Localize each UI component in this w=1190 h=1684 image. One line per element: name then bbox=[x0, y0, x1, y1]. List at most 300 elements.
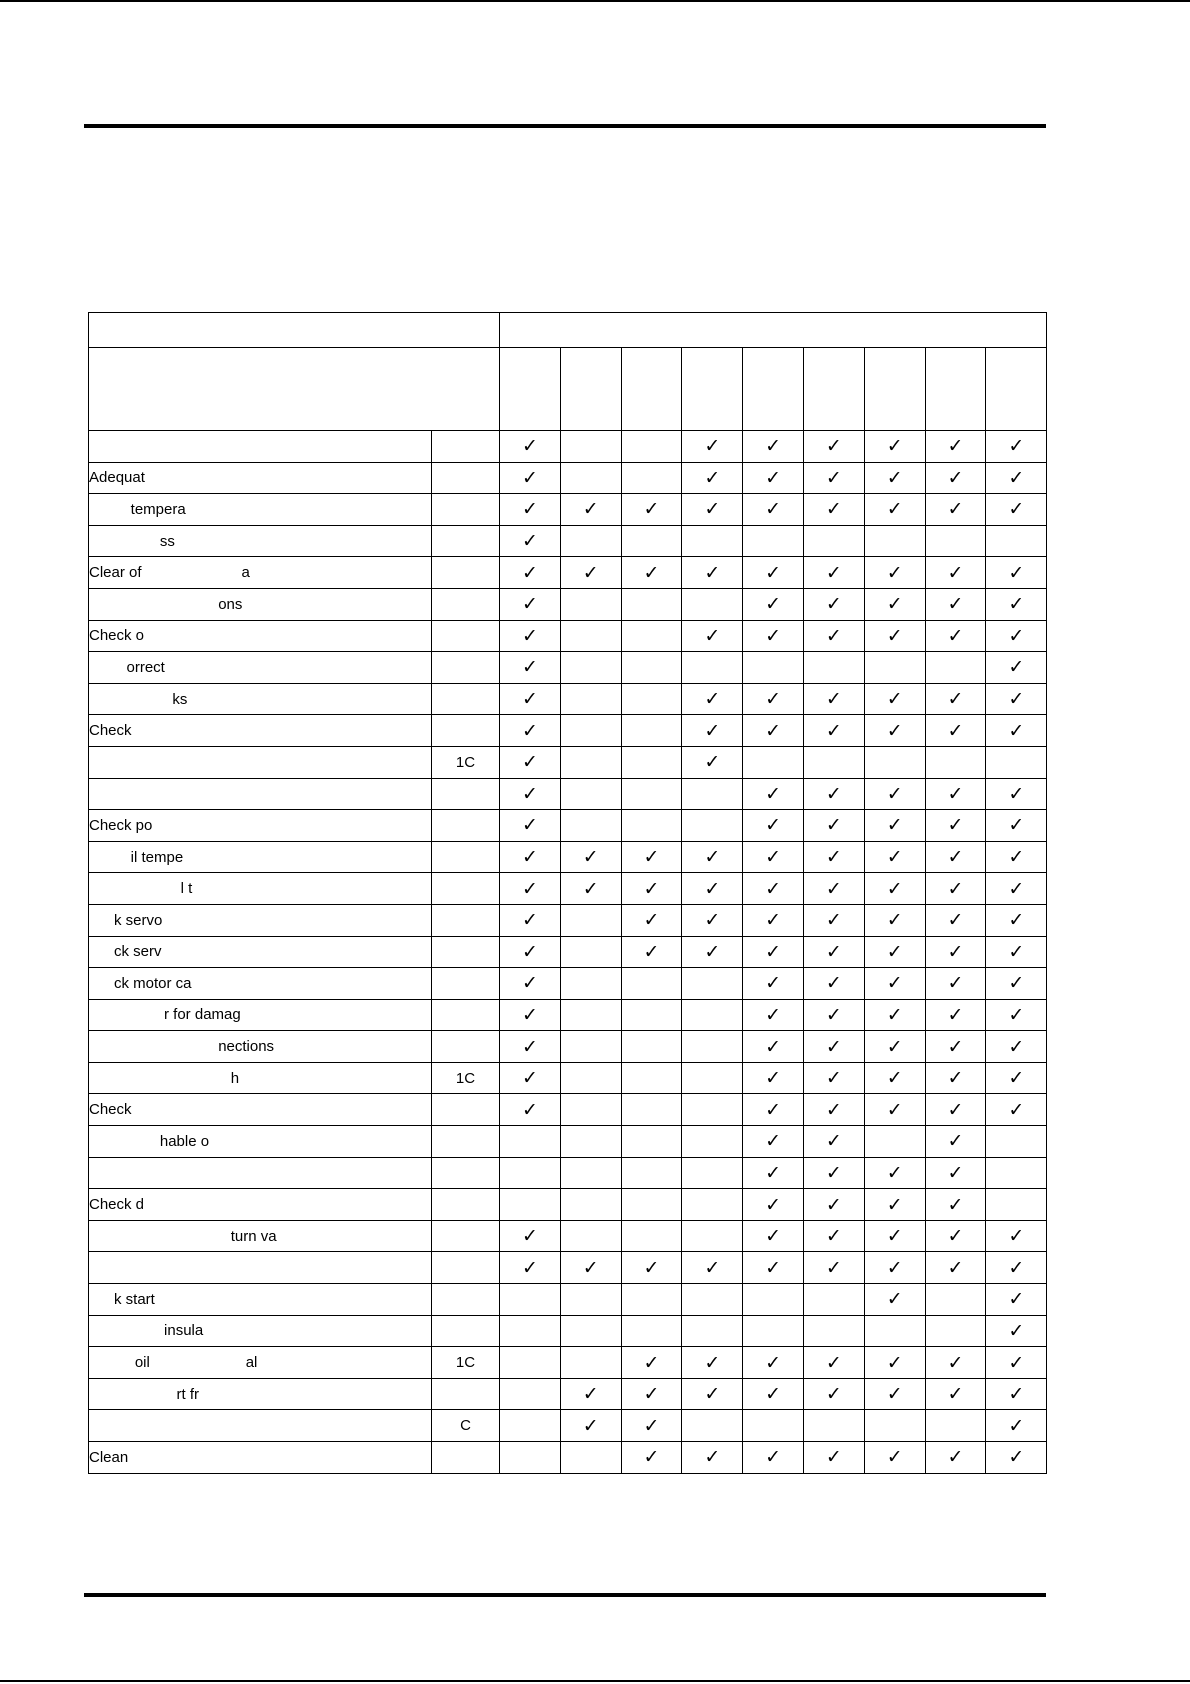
checkmark-cell bbox=[864, 1126, 925, 1158]
checkmark-cell bbox=[864, 652, 925, 684]
checkmark-cell: ✓ bbox=[986, 1094, 1047, 1126]
checkmark-cell: ✓ bbox=[986, 1442, 1047, 1474]
checkmark-cell bbox=[621, 525, 682, 557]
checkmark-cell: ✓ bbox=[682, 715, 743, 747]
header-cell-left bbox=[89, 313, 500, 348]
reference-cell bbox=[432, 873, 500, 905]
checkmark-cell: ✓ bbox=[500, 620, 561, 652]
header-cell-right bbox=[500, 313, 1047, 348]
column-header bbox=[621, 348, 682, 431]
checkmark-cell bbox=[682, 968, 743, 1000]
checkmark-cell: ✓ bbox=[864, 715, 925, 747]
table-row bbox=[89, 936, 1047, 968]
table-row bbox=[89, 462, 1047, 494]
task-cell: Check bbox=[89, 1094, 432, 1126]
maintenance-checklist-table bbox=[88, 312, 1047, 1474]
checkmark-cell bbox=[986, 1157, 1047, 1189]
checkmark-cell bbox=[621, 462, 682, 494]
checkmark-cell: ✓ bbox=[925, 968, 986, 1000]
checkmark-cell: ✓ bbox=[743, 1031, 804, 1063]
checkmark-cell: ✓ bbox=[925, 904, 986, 936]
checkmark-cell: ✓ bbox=[864, 1031, 925, 1063]
checkmark-cell: ✓ bbox=[864, 968, 925, 1000]
checkmark-cell: ✓ bbox=[986, 873, 1047, 905]
checkmark-cell: ✓ bbox=[682, 904, 743, 936]
table-row bbox=[89, 904, 1047, 936]
checkmark-cell bbox=[621, 1284, 682, 1316]
checkmark-cell: ✓ bbox=[743, 841, 804, 873]
reference-cell bbox=[432, 1378, 500, 1410]
table-row bbox=[89, 683, 1047, 715]
checkmark-cell: ✓ bbox=[743, 1157, 804, 1189]
checkmark-cell: ✓ bbox=[986, 1220, 1047, 1252]
checkmark-cell: ✓ bbox=[500, 999, 561, 1031]
checkmark-cell: ✓ bbox=[803, 1252, 864, 1284]
checkmark-cell bbox=[925, 1315, 986, 1347]
task-cell: nections bbox=[89, 1031, 432, 1063]
checkmark-cell: ✓ bbox=[743, 1378, 804, 1410]
table-row bbox=[89, 1378, 1047, 1410]
checkmark-cell: ✓ bbox=[925, 778, 986, 810]
checkmark-cell bbox=[682, 588, 743, 620]
checkmark-cell: ✓ bbox=[560, 841, 621, 873]
checkmark-cell: ✓ bbox=[986, 1252, 1047, 1284]
checkmark-cell: ✓ bbox=[743, 936, 804, 968]
checkmark-cell bbox=[560, 525, 621, 557]
column-header bbox=[925, 348, 986, 431]
checkmark-cell bbox=[560, 999, 621, 1031]
checkmark-cell: ✓ bbox=[864, 841, 925, 873]
table-row bbox=[89, 873, 1047, 905]
checkmark-cell: ✓ bbox=[803, 1157, 864, 1189]
checkmark-cell: ✓ bbox=[500, 462, 561, 494]
checkmark-cell: ✓ bbox=[560, 494, 621, 526]
checkmark-cell bbox=[560, 1094, 621, 1126]
checkmark-cell: ✓ bbox=[803, 588, 864, 620]
table-row bbox=[89, 968, 1047, 1000]
task-cell: il tempe bbox=[89, 841, 432, 873]
checkmark-cell: ✓ bbox=[864, 431, 925, 463]
reference-cell: 1C bbox=[432, 1062, 500, 1094]
checkmark-cell: ✓ bbox=[986, 968, 1047, 1000]
checkmark-cell: ✓ bbox=[500, 431, 561, 463]
checkmark-cell bbox=[621, 1031, 682, 1063]
checkmark-cell bbox=[500, 1284, 561, 1316]
checkmark-cell bbox=[621, 1126, 682, 1158]
table-row bbox=[89, 1126, 1047, 1158]
checkmark-cell bbox=[986, 1189, 1047, 1221]
checkmark-cell: ✓ bbox=[986, 810, 1047, 842]
checkmark-cell: ✓ bbox=[500, 1031, 561, 1063]
checkmark-cell: ✓ bbox=[925, 620, 986, 652]
checkmark-cell: ✓ bbox=[986, 557, 1047, 589]
reference-cell bbox=[432, 778, 500, 810]
checkmark-cell: ✓ bbox=[986, 1410, 1047, 1442]
checkmark-cell bbox=[743, 746, 804, 778]
checkmark-cell bbox=[500, 1126, 561, 1158]
checkmark-cell: ✓ bbox=[864, 1157, 925, 1189]
checkmark-cell: ✓ bbox=[682, 936, 743, 968]
checkmark-cell: ✓ bbox=[803, 557, 864, 589]
checkmark-cell bbox=[621, 778, 682, 810]
table-row bbox=[89, 652, 1047, 684]
reference-cell bbox=[432, 494, 500, 526]
task-cell: k servo bbox=[89, 904, 432, 936]
checkmark-cell bbox=[682, 525, 743, 557]
checkmark-cell: ✓ bbox=[986, 715, 1047, 747]
checkmark-cell: ✓ bbox=[986, 683, 1047, 715]
checkmark-cell: ✓ bbox=[743, 620, 804, 652]
checkmark-cell: ✓ bbox=[500, 968, 561, 1000]
column-header bbox=[560, 348, 621, 431]
checkmark-cell bbox=[864, 1315, 925, 1347]
checkmark-cell: ✓ bbox=[500, 557, 561, 589]
checkmark-cell bbox=[560, 462, 621, 494]
checkmark-cell: ✓ bbox=[560, 1252, 621, 1284]
checkmark-cell: ✓ bbox=[743, 431, 804, 463]
checkmark-cell: ✓ bbox=[682, 431, 743, 463]
checkmark-cell: ✓ bbox=[803, 1189, 864, 1221]
checkmark-cell: ✓ bbox=[986, 1062, 1047, 1094]
checkmark-cell: ✓ bbox=[743, 715, 804, 747]
checkmark-cell: ✓ bbox=[803, 683, 864, 715]
table-row bbox=[89, 1094, 1047, 1126]
table-row bbox=[89, 557, 1047, 589]
checkmark-cell: ✓ bbox=[925, 683, 986, 715]
checkmark-cell: ✓ bbox=[803, 968, 864, 1000]
checkmark-cell: ✓ bbox=[803, 1442, 864, 1474]
column-header bbox=[864, 348, 925, 431]
checkmark-cell bbox=[560, 1062, 621, 1094]
checkmark-cell bbox=[803, 746, 864, 778]
checkmark-cell: ✓ bbox=[803, 1347, 864, 1379]
checkmark-cell bbox=[500, 1442, 561, 1474]
checkmark-cell bbox=[560, 746, 621, 778]
checkmark-cell: ✓ bbox=[803, 873, 864, 905]
checkmark-cell: ✓ bbox=[925, 873, 986, 905]
checkmark-cell bbox=[560, 1126, 621, 1158]
checkmark-cell: ✓ bbox=[621, 1442, 682, 1474]
table-row bbox=[89, 620, 1047, 652]
checkmark-cell: ✓ bbox=[803, 1062, 864, 1094]
checkmark-cell: ✓ bbox=[621, 1252, 682, 1284]
checkmark-cell: ✓ bbox=[986, 494, 1047, 526]
task-cell: Adequat bbox=[89, 462, 432, 494]
checkmark-cell: ✓ bbox=[743, 557, 804, 589]
checkmark-cell bbox=[986, 1126, 1047, 1158]
checkmark-cell: ✓ bbox=[925, 999, 986, 1031]
checkmark-cell: ✓ bbox=[986, 904, 1047, 936]
checkmark-cell: ✓ bbox=[621, 494, 682, 526]
reference-cell bbox=[432, 462, 500, 494]
checkmark-cell: ✓ bbox=[682, 683, 743, 715]
checkmark-cell bbox=[560, 904, 621, 936]
checkmark-cell: ✓ bbox=[500, 1220, 561, 1252]
checkmark-cell: ✓ bbox=[986, 652, 1047, 684]
checkmark-cell: ✓ bbox=[986, 778, 1047, 810]
checkmark-cell bbox=[500, 1189, 561, 1221]
checkmark-cell bbox=[986, 525, 1047, 557]
checkmark-cell: ✓ bbox=[743, 683, 804, 715]
checkmark-cell bbox=[560, 1031, 621, 1063]
task-cell bbox=[89, 778, 432, 810]
checkmark-cell: ✓ bbox=[864, 904, 925, 936]
checkmark-cell: ✓ bbox=[621, 904, 682, 936]
checkmark-cell bbox=[500, 1347, 561, 1379]
reference-cell bbox=[432, 715, 500, 747]
checkmark-cell: ✓ bbox=[925, 494, 986, 526]
task-cell: Check o bbox=[89, 620, 432, 652]
task-cell bbox=[89, 431, 432, 463]
checkmark-cell: ✓ bbox=[925, 1220, 986, 1252]
reference-cell bbox=[432, 1284, 500, 1316]
task-cell bbox=[89, 1157, 432, 1189]
checkmark-cell bbox=[682, 810, 743, 842]
checkmark-cell bbox=[743, 1315, 804, 1347]
checkmark-cell: ✓ bbox=[864, 1284, 925, 1316]
checkmark-cell: ✓ bbox=[743, 1347, 804, 1379]
column-header bbox=[500, 348, 561, 431]
checkmark-cell: ✓ bbox=[500, 715, 561, 747]
table-row bbox=[89, 1031, 1047, 1063]
checkmark-cell: ✓ bbox=[864, 1442, 925, 1474]
task-cell: hable o bbox=[89, 1126, 432, 1158]
table-row bbox=[89, 1189, 1047, 1221]
checkmark-cell: ✓ bbox=[500, 525, 561, 557]
checkmark-cell bbox=[621, 431, 682, 463]
task-cell bbox=[89, 1252, 432, 1284]
checkmark-cell: ✓ bbox=[682, 1252, 743, 1284]
checkmark-cell: ✓ bbox=[864, 462, 925, 494]
reference-cell bbox=[432, 1252, 500, 1284]
task-cell: Check po bbox=[89, 810, 432, 842]
checkmark-cell: ✓ bbox=[864, 588, 925, 620]
table-row bbox=[89, 588, 1047, 620]
reference-cell bbox=[432, 1094, 500, 1126]
reference-cell bbox=[432, 1031, 500, 1063]
checkmark-cell: ✓ bbox=[986, 1031, 1047, 1063]
checkmark-cell bbox=[682, 1094, 743, 1126]
checkmark-cell: ✓ bbox=[743, 1252, 804, 1284]
checkmark-cell bbox=[621, 652, 682, 684]
checkmark-cell: ✓ bbox=[803, 1126, 864, 1158]
checkmark-cell bbox=[682, 1062, 743, 1094]
task-cell: ck serv bbox=[89, 936, 432, 968]
table-row bbox=[89, 715, 1047, 747]
column-header bbox=[986, 348, 1047, 431]
reference-cell bbox=[432, 1157, 500, 1189]
task-cell: Check bbox=[89, 715, 432, 747]
checkmark-cell: ✓ bbox=[500, 778, 561, 810]
checkmark-cell: ✓ bbox=[743, 904, 804, 936]
reference-cell bbox=[432, 1126, 500, 1158]
checkmark-cell: ✓ bbox=[925, 936, 986, 968]
checkmark-cell: ✓ bbox=[803, 1378, 864, 1410]
checkmark-cell: ✓ bbox=[803, 1031, 864, 1063]
checkmark-cell: ✓ bbox=[743, 1442, 804, 1474]
checkmark-cell: ✓ bbox=[803, 778, 864, 810]
checkmark-cell bbox=[560, 431, 621, 463]
task-cell: Check d bbox=[89, 1189, 432, 1221]
checkmark-cell: ✓ bbox=[864, 1062, 925, 1094]
checkmark-cell: ✓ bbox=[864, 936, 925, 968]
checkmark-cell bbox=[560, 1347, 621, 1379]
checkmark-cell bbox=[682, 1189, 743, 1221]
task-cell bbox=[89, 746, 432, 778]
checkmark-cell bbox=[621, 999, 682, 1031]
checkmark-cell bbox=[621, 683, 682, 715]
checkmark-cell: ✓ bbox=[743, 1189, 804, 1221]
checkmark-cell bbox=[560, 683, 621, 715]
table-row bbox=[89, 1410, 1047, 1442]
checkmark-cell: ✓ bbox=[925, 1126, 986, 1158]
checkmark-cell: ✓ bbox=[803, 1220, 864, 1252]
checkmark-cell: ✓ bbox=[500, 904, 561, 936]
checkmark-cell bbox=[803, 1315, 864, 1347]
checkmark-cell bbox=[682, 1315, 743, 1347]
checkmark-cell: ✓ bbox=[925, 841, 986, 873]
checkmark-cell: ✓ bbox=[803, 1094, 864, 1126]
table-row bbox=[89, 1252, 1047, 1284]
checkmark-cell: ✓ bbox=[864, 683, 925, 715]
checkmark-cell bbox=[682, 1284, 743, 1316]
checkmark-cell bbox=[560, 652, 621, 684]
reference-cell bbox=[432, 525, 500, 557]
checkmark-cell bbox=[621, 715, 682, 747]
checkmark-cell bbox=[925, 1410, 986, 1442]
checkmark-cell: ✓ bbox=[743, 494, 804, 526]
reference-cell: 1C bbox=[432, 746, 500, 778]
checkmark-cell: ✓ bbox=[864, 810, 925, 842]
table-row bbox=[89, 1062, 1047, 1094]
table-row bbox=[89, 810, 1047, 842]
checkmark-cell bbox=[743, 1284, 804, 1316]
reference-cell bbox=[432, 620, 500, 652]
checkmark-cell: ✓ bbox=[864, 873, 925, 905]
checkmark-cell: ✓ bbox=[803, 936, 864, 968]
checkmark-cell bbox=[560, 1157, 621, 1189]
checkmark-cell: ✓ bbox=[621, 873, 682, 905]
reference-cell: 1C bbox=[432, 1347, 500, 1379]
reference-cell bbox=[432, 1189, 500, 1221]
column-header bbox=[743, 348, 804, 431]
checkmark-cell: ✓ bbox=[621, 1378, 682, 1410]
checkmark-cell: ✓ bbox=[682, 1442, 743, 1474]
checkmark-cell bbox=[560, 936, 621, 968]
checkmark-cell: ✓ bbox=[743, 1062, 804, 1094]
table-row bbox=[89, 1157, 1047, 1189]
checkmark-cell bbox=[560, 1442, 621, 1474]
checkmark-cell bbox=[560, 778, 621, 810]
checkmark-cell bbox=[925, 746, 986, 778]
checkmark-cell: ✓ bbox=[864, 620, 925, 652]
page-bottom-edge bbox=[0, 1680, 1190, 1682]
reference-cell: C bbox=[432, 1410, 500, 1442]
checkmark-cell: ✓ bbox=[925, 1442, 986, 1474]
checkmark-cell bbox=[560, 810, 621, 842]
table-row bbox=[89, 841, 1047, 873]
reference-cell bbox=[432, 588, 500, 620]
checkmark-cell: ✓ bbox=[500, 652, 561, 684]
checkmark-cell bbox=[743, 525, 804, 557]
column-header-task bbox=[89, 348, 500, 431]
reference-cell bbox=[432, 936, 500, 968]
checkmark-cell: ✓ bbox=[986, 1347, 1047, 1379]
task-cell: oil al bbox=[89, 1347, 432, 1379]
task-cell: Clear of a bbox=[89, 557, 432, 589]
reference-cell bbox=[432, 652, 500, 684]
checkmark-cell: ✓ bbox=[864, 1378, 925, 1410]
reference-cell bbox=[432, 904, 500, 936]
checkmark-cell bbox=[621, 810, 682, 842]
checkmark-cell bbox=[803, 1284, 864, 1316]
checkmark-cell: ✓ bbox=[743, 778, 804, 810]
checkmark-cell bbox=[803, 1410, 864, 1442]
checkmark-cell bbox=[560, 620, 621, 652]
checkmark-cell: ✓ bbox=[925, 1378, 986, 1410]
checkmark-cell: ✓ bbox=[560, 557, 621, 589]
checkmark-cell: ✓ bbox=[682, 557, 743, 589]
checkmark-cell: ✓ bbox=[621, 1410, 682, 1442]
checkmark-cell: ✓ bbox=[743, 999, 804, 1031]
task-cell: l t bbox=[89, 873, 432, 905]
checkmark-cell: ✓ bbox=[986, 1315, 1047, 1347]
reference-cell bbox=[432, 557, 500, 589]
checkmark-cell: ✓ bbox=[560, 873, 621, 905]
checkmark-cell: ✓ bbox=[864, 1220, 925, 1252]
checkmark-cell bbox=[621, 1094, 682, 1126]
table-row bbox=[89, 1220, 1047, 1252]
checkmark-cell: ✓ bbox=[803, 494, 864, 526]
reference-cell bbox=[432, 999, 500, 1031]
checkmark-cell bbox=[560, 715, 621, 747]
task-cell: h bbox=[89, 1062, 432, 1094]
checkmark-cell: ✓ bbox=[986, 462, 1047, 494]
checkmark-cell: ✓ bbox=[986, 431, 1047, 463]
checkmark-cell: ✓ bbox=[803, 810, 864, 842]
checkmark-cell: ✓ bbox=[864, 778, 925, 810]
table-row bbox=[89, 494, 1047, 526]
checkmark-cell: ✓ bbox=[500, 873, 561, 905]
table-row bbox=[89, 525, 1047, 557]
checkmark-cell: ✓ bbox=[925, 1347, 986, 1379]
task-cell: ks bbox=[89, 683, 432, 715]
task-cell bbox=[89, 1410, 432, 1442]
checkmark-cell: ✓ bbox=[743, 588, 804, 620]
checkmark-cell: ✓ bbox=[500, 936, 561, 968]
checkmark-cell bbox=[864, 525, 925, 557]
checkmark-cell: ✓ bbox=[986, 1284, 1047, 1316]
checkmark-cell bbox=[803, 525, 864, 557]
checkmark-cell: ✓ bbox=[925, 557, 986, 589]
checkmark-cell: ✓ bbox=[743, 968, 804, 1000]
checkmark-cell: ✓ bbox=[743, 873, 804, 905]
task-cell: insula bbox=[89, 1315, 432, 1347]
checkmark-cell: ✓ bbox=[743, 1220, 804, 1252]
checkmark-cell: ✓ bbox=[864, 1094, 925, 1126]
checkmark-cell: ✓ bbox=[925, 810, 986, 842]
task-cell: rt fr bbox=[89, 1378, 432, 1410]
task-cell: tempera bbox=[89, 494, 432, 526]
checkmark-cell: ✓ bbox=[864, 494, 925, 526]
checkmark-cell: ✓ bbox=[682, 841, 743, 873]
checkmark-cell: ✓ bbox=[500, 841, 561, 873]
column-header bbox=[682, 348, 743, 431]
checkmark-cell: ✓ bbox=[925, 1094, 986, 1126]
checkmark-cell: ✓ bbox=[621, 841, 682, 873]
checkmark-cell: ✓ bbox=[500, 810, 561, 842]
checkmark-cell bbox=[743, 1410, 804, 1442]
